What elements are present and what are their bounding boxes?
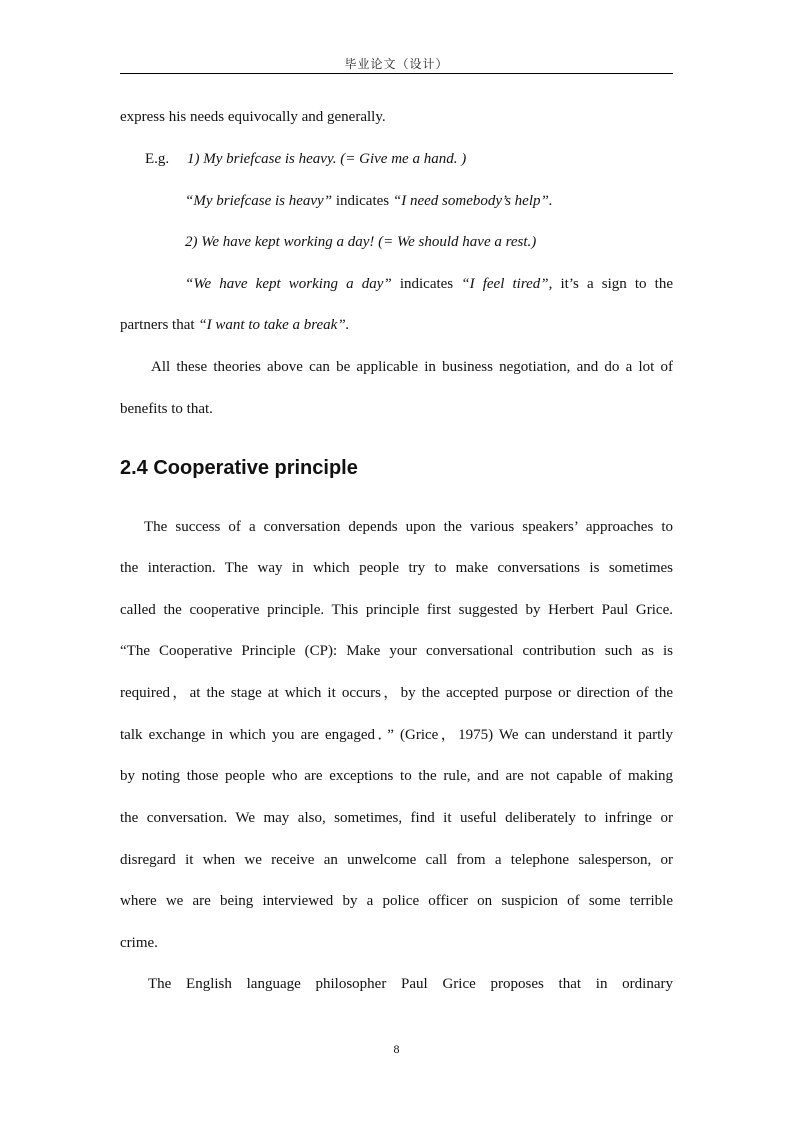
example-1: [120, 149, 673, 169]
paragraph-line: crime.: [120, 935, 158, 951]
example-sentence: 1) My briefcase is heavy. (= Give me a hand. ): [187, 151, 467, 167]
paragraph-line: benefits to that.: [120, 401, 213, 417]
paragraph-line: The English language philosopher Paul Grice proposes that in ordinary: [148, 976, 673, 992]
example-2: [120, 232, 673, 252]
continuation-prefix: partners that: [120, 317, 199, 333]
example-label: E.g.: [145, 151, 170, 167]
section-heading: 2.4 Cooperative principle: [120, 457, 358, 479]
example-2-continuation: [120, 315, 673, 335]
header-divider: [120, 73, 673, 74]
paragraph-line: called the cooperative principle. This principle first suggested by Herbert Paul Grice.: [120, 602, 673, 618]
example-1-explanation: [120, 191, 673, 211]
example-tail: , it’s a sign to the: [548, 276, 673, 292]
continuation-quote: “I want to take a break”.: [198, 317, 350, 333]
example-meaning: “I feel tired”: [461, 276, 549, 292]
paragraph-line: required，at the stage at which it occurs，by the accepted purpose or direction of the: [120, 685, 673, 701]
paragraph-line: the conversation. We may also, sometimes, find it useful deliberately to infringe or: [120, 810, 673, 826]
example-connector: indicates: [332, 193, 393, 209]
example-quote: “We have kept working a day”: [185, 276, 392, 292]
paragraph-line: disregard it when we receive an unwelcome call from a telephone salesperson, or: [120, 852, 673, 868]
paragraph-line: The success of a conversation depends upon the various speakers’ approaches to: [144, 519, 673, 535]
paragraph-line: All these theories above can be applicable in business negotiation, and do a lot of: [151, 359, 673, 375]
header-title: 毕业论文（设计）: [344, 57, 449, 71]
paragraph-line: talk exchange in which you are engaged．” (Grice，1975) We can understand it partly: [120, 727, 673, 743]
paragraph-line: “The Cooperative Principle (CP): Make your conversational contribution such as is: [120, 643, 673, 659]
paragraph-line: where we are being interviewed by a police officer on suspicion of some terrible: [120, 893, 673, 909]
example-meaning: “I need somebody’s help”.: [392, 193, 553, 209]
example-quote: “My briefcase is heavy”: [185, 193, 333, 209]
paragraph-line: the interaction. The way in which people try to make conversations is sometimes: [120, 560, 673, 576]
example-connector: indicates: [391, 276, 462, 292]
paragraph-line: express his needs equivocally and generally.: [120, 109, 386, 125]
page-number: 8: [393, 1042, 400, 1056]
example-2-explanation: [120, 274, 673, 294]
example-sentence: 2) We have kept working a day! (= We should have a rest.): [185, 234, 537, 250]
paragraph-line: by noting those people who are exceptions to the rule, and are not capable of making: [120, 768, 673, 784]
